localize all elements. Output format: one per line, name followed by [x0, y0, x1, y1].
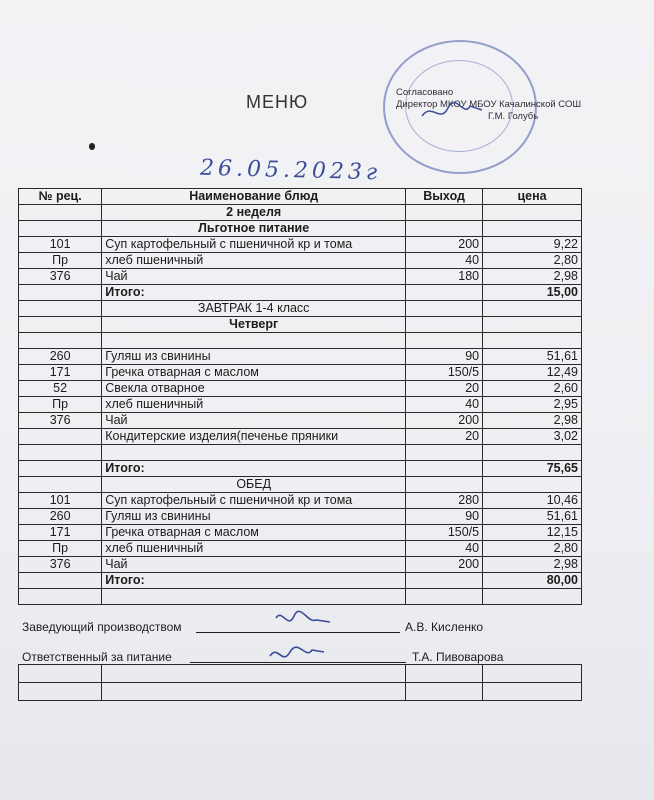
dish-name: Гуляш из свинины [102, 349, 406, 365]
recipe-number: 376 [19, 557, 102, 573]
table-row [19, 397, 582, 413]
table-row [19, 541, 582, 557]
section-title: 2 неделя [102, 205, 406, 221]
empty-cell [483, 589, 582, 605]
recipe-number: 260 [19, 509, 102, 525]
column-header-dish: Наименование блюд [102, 189, 406, 205]
dish-price: 12,15 [483, 525, 582, 541]
dish-name: Чай [102, 269, 406, 285]
dish-yield: 90 [406, 349, 483, 365]
dish-yield: 180 [406, 269, 483, 285]
dish-price: 2,80 [483, 253, 582, 269]
yield-cell [406, 461, 483, 477]
dish-yield: 150/5 [406, 525, 483, 541]
price-cell [483, 477, 582, 493]
section-title: Четверг [102, 317, 406, 333]
recipe-number: 171 [19, 525, 102, 541]
dish-name: Гречка отварная с маслом [102, 365, 406, 381]
recipe-number: 376 [19, 269, 102, 285]
empty-cell [19, 333, 102, 349]
table-row [19, 413, 582, 429]
yield-cell [406, 285, 483, 301]
table-row [19, 525, 582, 541]
empty-cell [102, 445, 406, 461]
recipe-cell [19, 221, 102, 237]
yield-cell [406, 205, 483, 221]
dish-name: Свекла отварное [102, 381, 406, 397]
approval-line-1: Согласовано [396, 87, 454, 98]
menu-date: 26.05.2023г [199, 155, 382, 186]
recipe-number: Пр [19, 253, 102, 269]
page-title: МЕНЮ [246, 92, 309, 112]
recipe-number: 101 [19, 237, 102, 253]
price-cell [483, 301, 582, 317]
dish-yield: 280 [406, 493, 483, 509]
dish-name: хлеб пшеничный [102, 397, 406, 413]
dish-name: Чай [102, 557, 406, 573]
table-row [19, 429, 582, 445]
yield-cell [406, 573, 483, 589]
empty-row [19, 445, 582, 461]
recipe-number [19, 429, 102, 445]
recipe-number: 376 [19, 413, 102, 429]
total-label: Итого: [102, 461, 406, 477]
table-row [19, 269, 582, 285]
dish-yield: 200 [406, 557, 483, 573]
empty-row [19, 589, 582, 605]
director-signature [418, 96, 488, 126]
dish-yield: 20 [406, 429, 483, 445]
table-header-row [19, 189, 582, 205]
dish-yield: 150/5 [406, 365, 483, 381]
dish-name: хлеб пшеничный [102, 541, 406, 557]
dish-name: Чай [102, 413, 406, 429]
dish-price: 51,61 [483, 349, 582, 365]
recipe-cell [19, 205, 102, 221]
dish-price: 2,60 [483, 381, 582, 397]
production-manager-label: Заведующий производством [22, 620, 182, 634]
production-manager-name: А.В. Кисленко [405, 620, 484, 634]
recipe-number: 52 [19, 381, 102, 397]
responsible-person-label: Ответственный за питание [22, 650, 172, 664]
approval-line-3: Г.М. Голубь [488, 111, 539, 122]
column-header-yield: Выход [406, 189, 483, 205]
recipe-cell [19, 477, 102, 493]
recipe-number: Пр [19, 541, 102, 557]
recipe-cell [19, 301, 102, 317]
empty-cell [483, 333, 582, 349]
total-label: Итого: [102, 573, 406, 589]
empty-cell [483, 445, 582, 461]
table-row [19, 557, 582, 573]
dish-name: Гречка отварная с маслом [102, 525, 406, 541]
dish-yield: 20 [406, 381, 483, 397]
total-row [19, 461, 582, 477]
approval-line-2: Директор МКОУ МБОУ Качалинской СОШ [396, 99, 582, 110]
empty-cell [19, 445, 102, 461]
table-row [19, 493, 582, 509]
dish-name: хлеб пшеничный [102, 253, 406, 269]
dish-name: Суп картофельный с пшеничной кр и тома [102, 237, 406, 253]
footer-empty-rows [18, 664, 582, 701]
yield-cell [406, 477, 483, 493]
price-cell [483, 221, 582, 237]
total-row [19, 573, 582, 589]
dish-yield: 40 [406, 397, 483, 413]
table-row [19, 509, 582, 525]
dish-name: Гуляш из свинины [102, 509, 406, 525]
section-row [19, 477, 582, 493]
dish-price: 2,98 [483, 557, 582, 573]
recipe-cell [19, 573, 102, 589]
dish-price: 12,49 [483, 365, 582, 381]
empty-row [19, 333, 582, 349]
empty-cell [406, 445, 483, 461]
dish-yield: 40 [406, 541, 483, 557]
table-row [19, 381, 582, 397]
section-row [19, 205, 582, 221]
table-row [19, 349, 582, 365]
dish-price: 3,02 [483, 429, 582, 445]
table-row [19, 365, 582, 381]
dish-yield: 90 [406, 509, 483, 525]
yield-cell [406, 301, 483, 317]
dish-yield: 40 [406, 253, 483, 269]
responsible-person-name: Т.А. Пивоварова [412, 650, 504, 664]
recipe-number: 101 [19, 493, 102, 509]
dish-price: 51,61 [483, 509, 582, 525]
dish-price: 10,46 [483, 493, 582, 509]
dish-price: 9,22 [483, 237, 582, 253]
recipe-number: 260 [19, 349, 102, 365]
section-row [19, 301, 582, 317]
dish-price: 2,80 [483, 541, 582, 557]
production-manager-signature [268, 606, 338, 636]
dish-price: 2,98 [483, 269, 582, 285]
dish-yield: 200 [406, 237, 483, 253]
empty-cell [19, 589, 102, 605]
section-row [19, 317, 582, 333]
empty-row [19, 665, 582, 683]
column-header-recipe: № рец. [19, 189, 102, 205]
section-row [19, 221, 582, 237]
recipe-cell [19, 317, 102, 333]
empty-cell [406, 333, 483, 349]
recipe-number: Пр [19, 397, 102, 413]
empty-cell [102, 589, 406, 605]
recipe-number: 171 [19, 365, 102, 381]
dish-name: Кондитерские изделия(печенье пряники [102, 429, 406, 445]
dish-yield: 200 [406, 413, 483, 429]
section-title: Льготное питание [102, 221, 406, 237]
total-label: Итого: [102, 285, 406, 301]
yield-cell [406, 221, 483, 237]
section-title: ОБЕД [102, 477, 406, 493]
recipe-cell [19, 285, 102, 301]
empty-cell [406, 589, 483, 605]
price-cell [483, 317, 582, 333]
dish-price: 2,98 [483, 413, 582, 429]
yield-cell [406, 317, 483, 333]
dish-price: 2,95 [483, 397, 582, 413]
recipe-cell [19, 461, 102, 477]
column-header-price: цена [483, 189, 582, 205]
total-price: 75,65 [483, 461, 582, 477]
total-price: 80,00 [483, 573, 582, 589]
total-row [19, 285, 582, 301]
table-row [19, 253, 582, 269]
empty-row [19, 683, 582, 701]
menu-table [18, 188, 582, 605]
table-row [19, 237, 582, 253]
total-price: 15,00 [483, 285, 582, 301]
ink-dot [89, 143, 95, 150]
dish-name: Суп картофельный с пшеничной кр и тома [102, 493, 406, 509]
empty-cell [102, 333, 406, 349]
price-cell [483, 205, 582, 221]
section-title: ЗАВТРАК 1-4 класс [102, 301, 406, 317]
